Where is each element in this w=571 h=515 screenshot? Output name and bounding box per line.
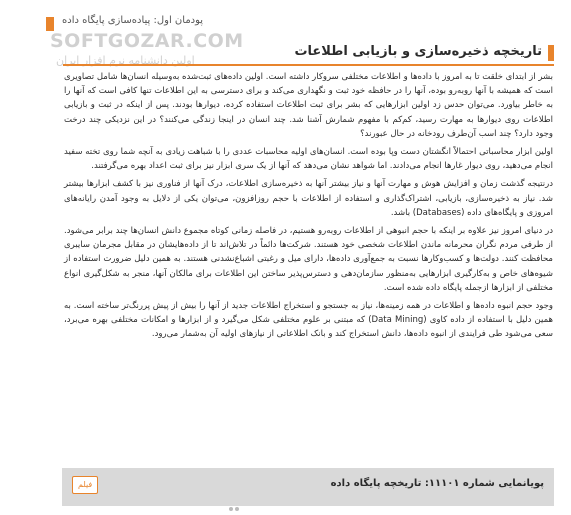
paragraph: اولین ابزار محاسباتی احتمالاً انگشتان دست‌ وپا بوده است. انسان‌های اولیه محاسبات عددی را با شباهت زیادی به آنچه شما روی تخته سفید انجام می‌دهید، روی دیوار غارها انجام می‌دادند. اما شواهد نشان می‌دهد که آنها از یک سری ابزار نیز برای ثبت اعداد بهره می‌گرفتند. (64, 147, 553, 172)
paragraph: درنتیجه گذشت زمان و افزایش هوش و مهارت آنها و نیاز بیشتر آنها به ذخیره‌سازی اطلاعات، درک آنها از فناوری نیز با کشف ابزارها بیشتر شد. نیاز به ذخیره‌سازی، بازیابی، اشتراک‌گذاری و استفاده از اطلاعات با حجم روزافزون، می‌توان یکی از دلایل به وجود آمدن رایانه‌های امروزی و پایگاه‌های داده (Databases) باشد. (64, 179, 553, 218)
heading-accent-mark (548, 45, 554, 61)
section-title: تاریخچه ذخیره‌سازی و بازیابی اطلاعات (294, 44, 542, 59)
header-accent-bar (46, 17, 54, 31)
paragraph: وجود حجم انبوه داده‌ها و اطلاعات در همه زمینه‌ها، نیاز به جستجو و استخراج اطلاعات جدید از آنها را بیش از پیش پررنگ‌تر ساخته است. به همین دلیل با استفاده از داده کاوی (Data Mining) که مبتنی بر علوم مختلفی شکل می‌گیرد و از ابزارها و امکانات مختلفی بهره می‌برد، سعی می‌شود طی فرایندی از انبوه داده‌ها، دانش استخراج کند و بانک اطلاعاتی از نیازهای اولیه آن به‌شمار می‌رود. (64, 301, 553, 340)
page-header (0, 6, 571, 32)
dots-icon (228, 496, 246, 506)
body-text (64, 70, 553, 346)
paragraph: بشر از ابتدای خلقت تا به امروز با داده‌ها و اطلاعات مختلفی سروکار داشته است. اولین داده‌های ثبت‌شده به‌وسیله انسان‌ها شامل تصاویری است که همیشه با آنها روبه‌رو بوده، آنها را در حافظه خود ثبت و نگهداری می‌کند و برای دسترسی به این اطلاعات تنها کافی است که آنها را به خاطر بیاورد. می‌توان حدس زد اولین ابزارهایی که بشر برای ثبت اطلاعات استفاده کرده، دیوارها بودند. پس از اینکه در ثبت و بازیابی اطلاعات روی دیوارها به مهارت رسید، کم‌کم با مفهوم شمارش آشنا شد. چند انسان در اینجا زندگی می‌کنند؟ در این نزدیکی چند درخت وجود دارد؟ چند اسب آن‌طرف رودخانه در حال عبورند؟ (64, 72, 553, 139)
animation-box (62, 468, 554, 506)
watermark-tagline: اولین دانشنامه نرم افزار ایران (56, 54, 195, 67)
animation-title: پویانمایی شماره ۱۱۱۰۱: تاریخچه پایگاه داده (330, 478, 544, 489)
section-heading (63, 42, 554, 66)
chapter-label: پودمان اول: پیاده‌سازی پایگاه داده (62, 15, 204, 26)
paragraph: در دنیای امروز نیز علاوه بر اینکه با حجم انبوهی از اطلاعات روبه‌رو هستیم، در فاصله زمانی کوتاه مجموع دانش انسان‌ها چند برابر می‌شود. از طرفی مردم نگران محرمانه ماندن اطلاعات شخصی خود هستند. شرکت‌ها دائماً در تلاش‌اند تا از داده‌هایشان در مقابل مجرمان سایبری محافظت کنند. دولت‌ها و کسب‌وکارها نسبت به جمع‌آوری داده‌ها، دارای میل و رغبتی اشباع‌نشدنی هستند. به همین دلیل ضرورت استفاده از شیوه‌های خاص و به‌کارگیری ابزارهایی به‌منظور سازمان‌دهی و دسترس‌پذیر ساختن این اطلاعات برای مالکان آنها، منجر به شکل‌گیری انواع مختلفی از ابزارها ازجمله پایگاه داده شده است. (64, 226, 553, 293)
film-badge[interactable]: فیلم (72, 476, 98, 494)
watermark-brand: SOFTGOZAR.COM (50, 30, 244, 52)
